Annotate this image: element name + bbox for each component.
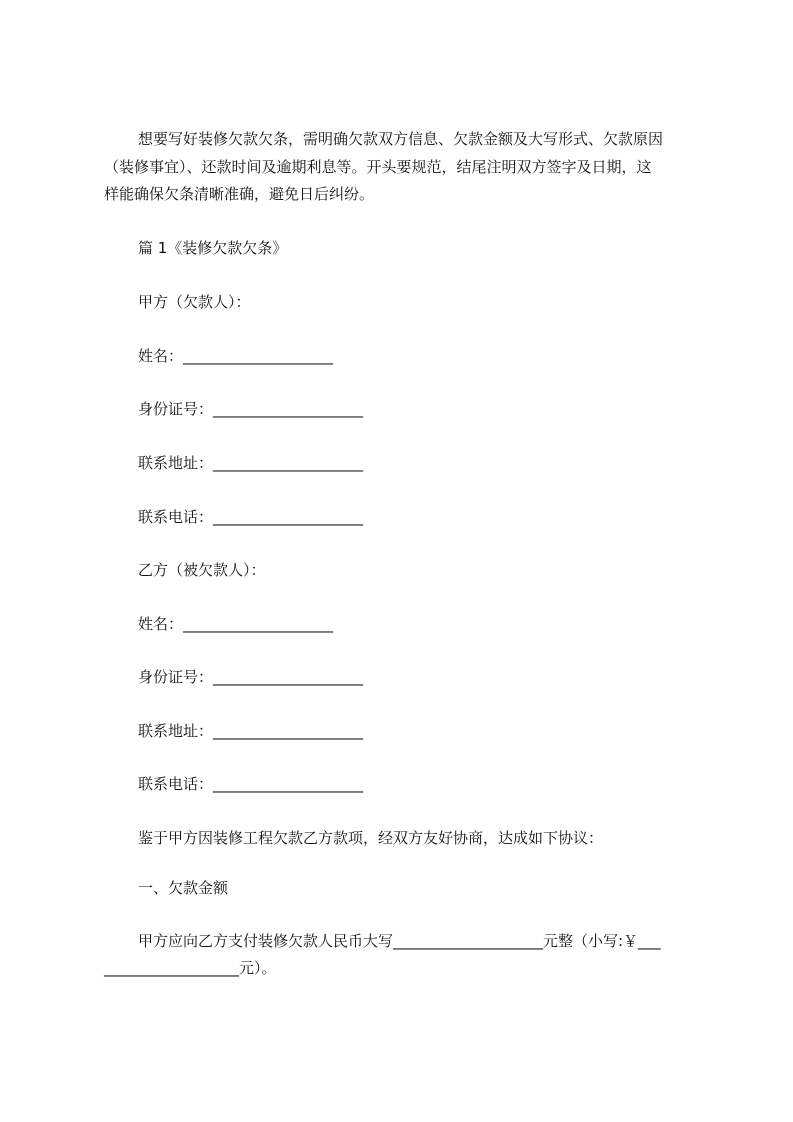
intro-line-3: 样能确保欠条清晰准确，避免日后纠纷。 — [104, 185, 375, 203]
party-a-name-field: 姓名：____________________ — [138, 347, 334, 365]
amount-line-1: 甲方应向乙方支付装修欠款人民币大写____________________元整（小写:￥___ — [138, 932, 661, 950]
party-b-name-field: 姓名：____________________ — [138, 615, 334, 633]
party-b-heading: 乙方（被欠款人）： — [138, 561, 266, 579]
amount-line-2: __________________元）。 — [104, 959, 277, 977]
intro-line-1: 想要写好装修欠款欠条，需明确欠款双方信息、欠款金额及大写形式、欠款原因 — [138, 130, 664, 148]
party-b-phone-field: 联系电话：____________________ — [138, 775, 364, 793]
party-b-address-field: 联系地址：____________________ — [138, 722, 364, 740]
section-1-heading: 一、欠款金额 — [138, 879, 229, 897]
party-a-address-field: 联系地址：____________________ — [138, 454, 364, 472]
party-a-heading: 甲方（欠款人）： — [138, 293, 251, 311]
article-title: 篇 1《装修欠款欠条》 — [138, 239, 288, 257]
party-a-phone-field: 联系电话：____________________ — [138, 508, 364, 526]
preamble-text: 鉴于甲方因装修工程欠款乙方款项，经双方友好协商，达成如下协议： — [138, 829, 604, 847]
party-b-id-field: 身份证号：____________________ — [138, 668, 364, 686]
intro-line-2: （装修事宜）、还款时间及逾期利息等。开头要规范，结尾注明双方签字及日期，这 — [104, 158, 652, 176]
party-a-id-field: 身份证号：____________________ — [138, 400, 364, 418]
